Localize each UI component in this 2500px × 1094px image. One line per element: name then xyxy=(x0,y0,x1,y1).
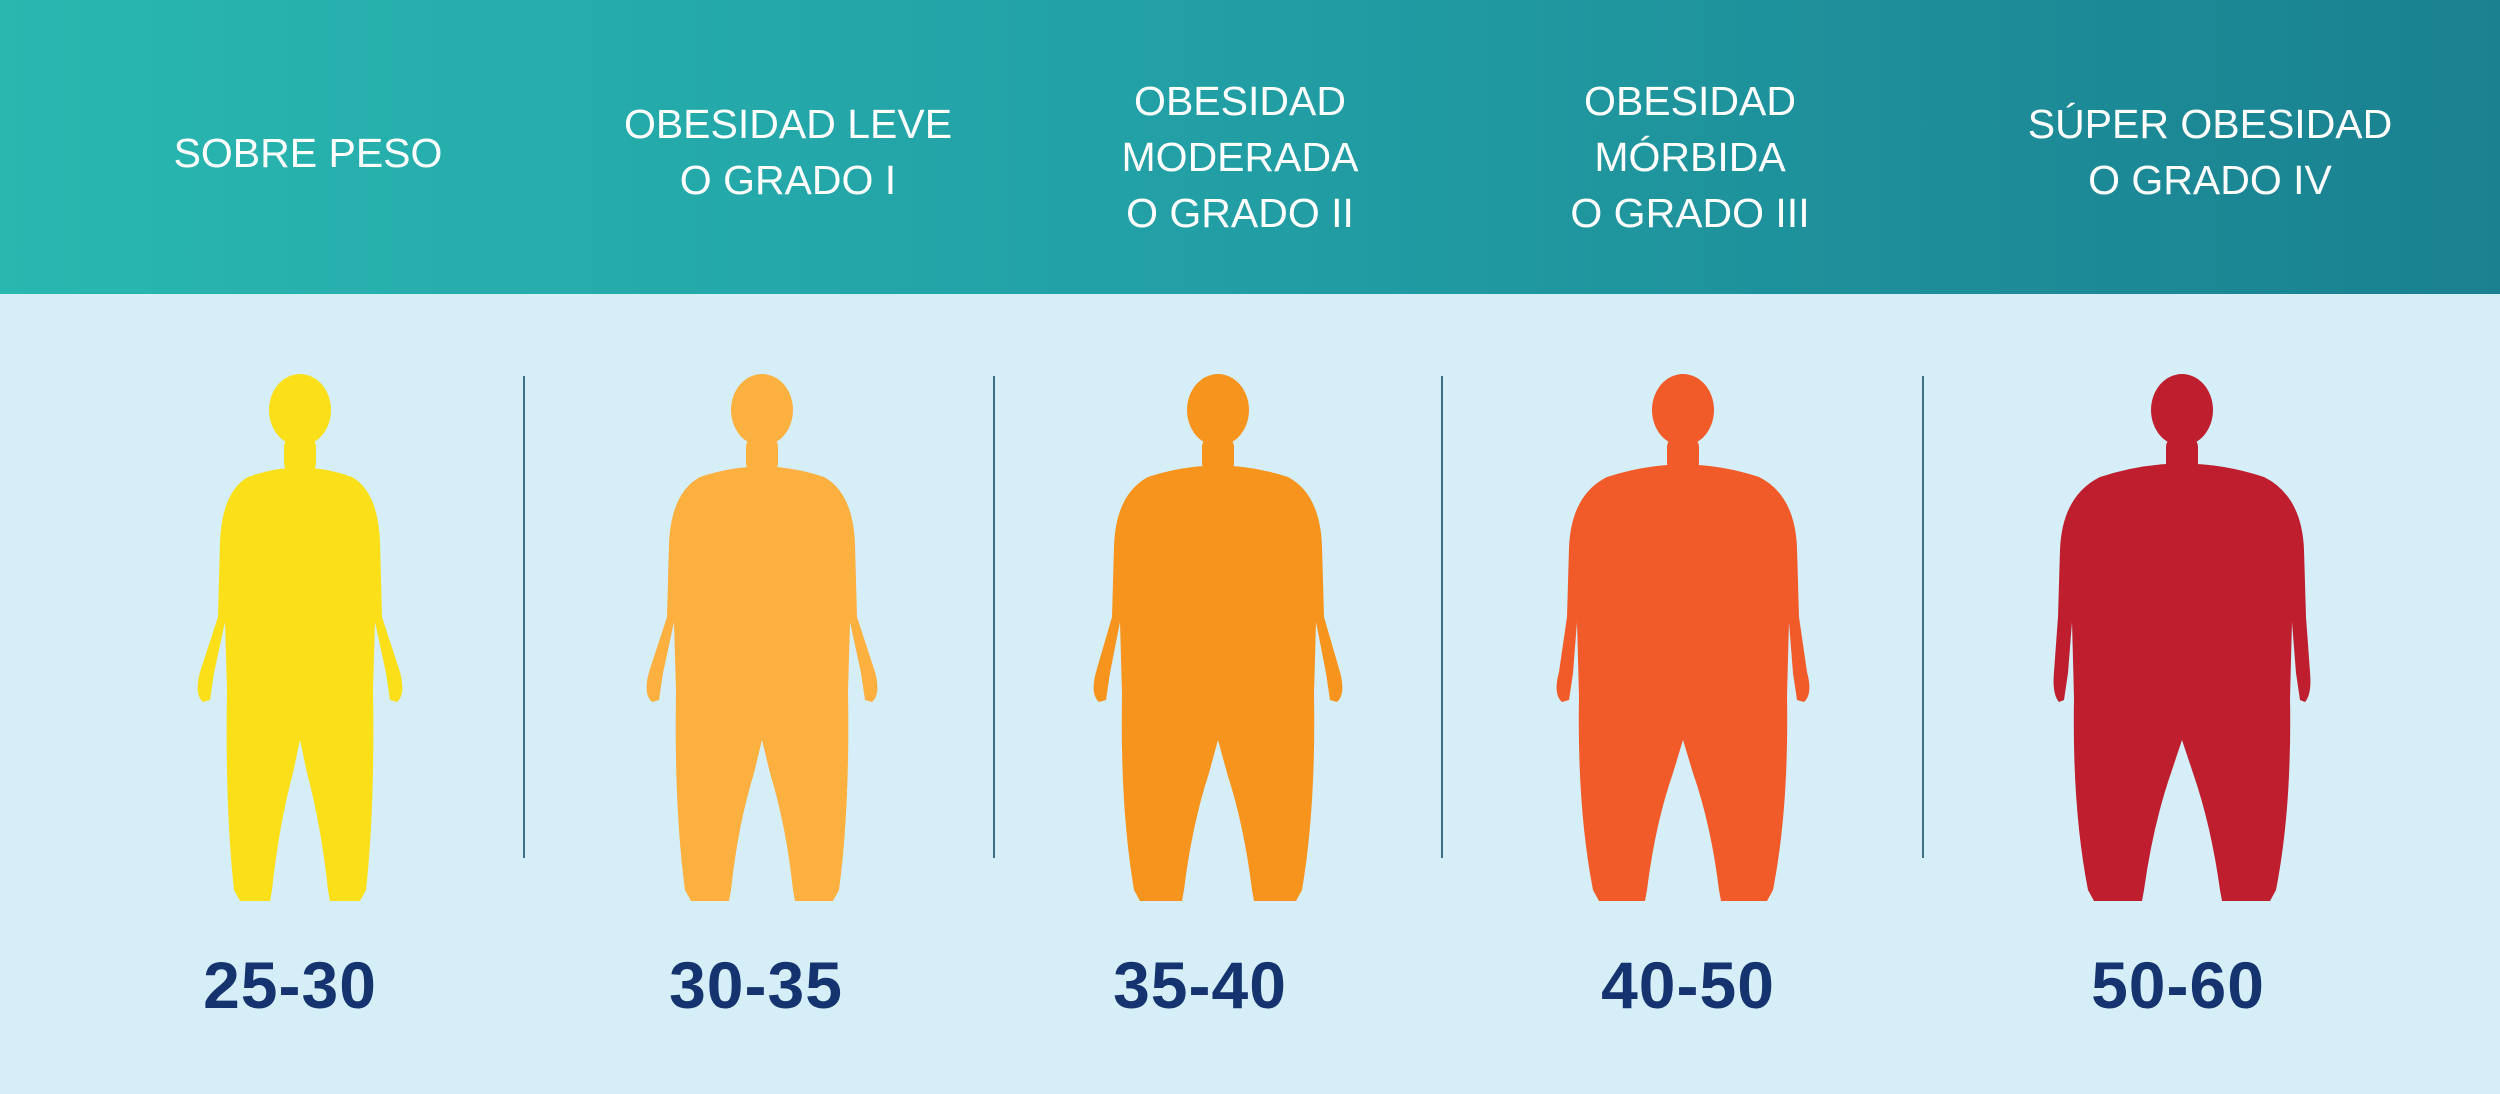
category-title-obesity-grade-4 xyxy=(2000,96,2420,208)
column-divider xyxy=(993,376,995,858)
silhouette-shape xyxy=(647,374,878,901)
silhouette-shape xyxy=(2054,374,2311,901)
range-label-35-40: 35-40 xyxy=(1113,948,1287,1022)
category-header-band xyxy=(0,0,2500,294)
title-line: MODERADA xyxy=(1121,134,1359,180)
silhouette-shape xyxy=(198,374,403,901)
column-divider xyxy=(523,376,525,858)
category-title-obesity-grade-3 xyxy=(1540,73,1840,241)
range-label-50-60: 50-60 xyxy=(2091,948,2265,1022)
title-line: OBESIDAD LEVE xyxy=(623,101,953,147)
body-silhouette-icon xyxy=(170,370,430,910)
title-line: SÚPER OBESIDAD xyxy=(2027,101,2393,147)
body-silhouette-icon xyxy=(1088,370,1348,910)
title-line: OBESIDAD xyxy=(1584,78,1796,124)
column-divider xyxy=(1441,376,1443,858)
body-silhouette-icon xyxy=(1553,370,1813,910)
title-line: MÓRBIDA xyxy=(1594,134,1786,180)
silhouette-shape xyxy=(1557,374,1810,901)
title-line: O GRADO III xyxy=(1570,190,1810,236)
title-line: O GRADO II xyxy=(1126,190,1354,236)
title-line: SOBRE PESO xyxy=(173,130,443,176)
title-line: O GRADO IV xyxy=(2088,157,2332,203)
title-line: OBESIDAD xyxy=(1134,78,1346,124)
title-line: O GRADO I xyxy=(679,157,897,203)
category-title-overweight xyxy=(168,125,448,181)
body-silhouette-icon xyxy=(2052,370,2312,910)
silhouette-shape xyxy=(1094,374,1343,901)
category-title-obesity-grade-1 xyxy=(598,96,978,208)
range-label-40-50: 40-50 xyxy=(1601,948,1775,1022)
body-silhouette-icon xyxy=(632,370,892,910)
column-divider xyxy=(1922,376,1924,858)
range-label-30-35: 30-35 xyxy=(669,948,843,1022)
range-label-25-30: 25-30 xyxy=(203,948,377,1022)
category-title-obesity-grade-2 xyxy=(1095,73,1385,241)
